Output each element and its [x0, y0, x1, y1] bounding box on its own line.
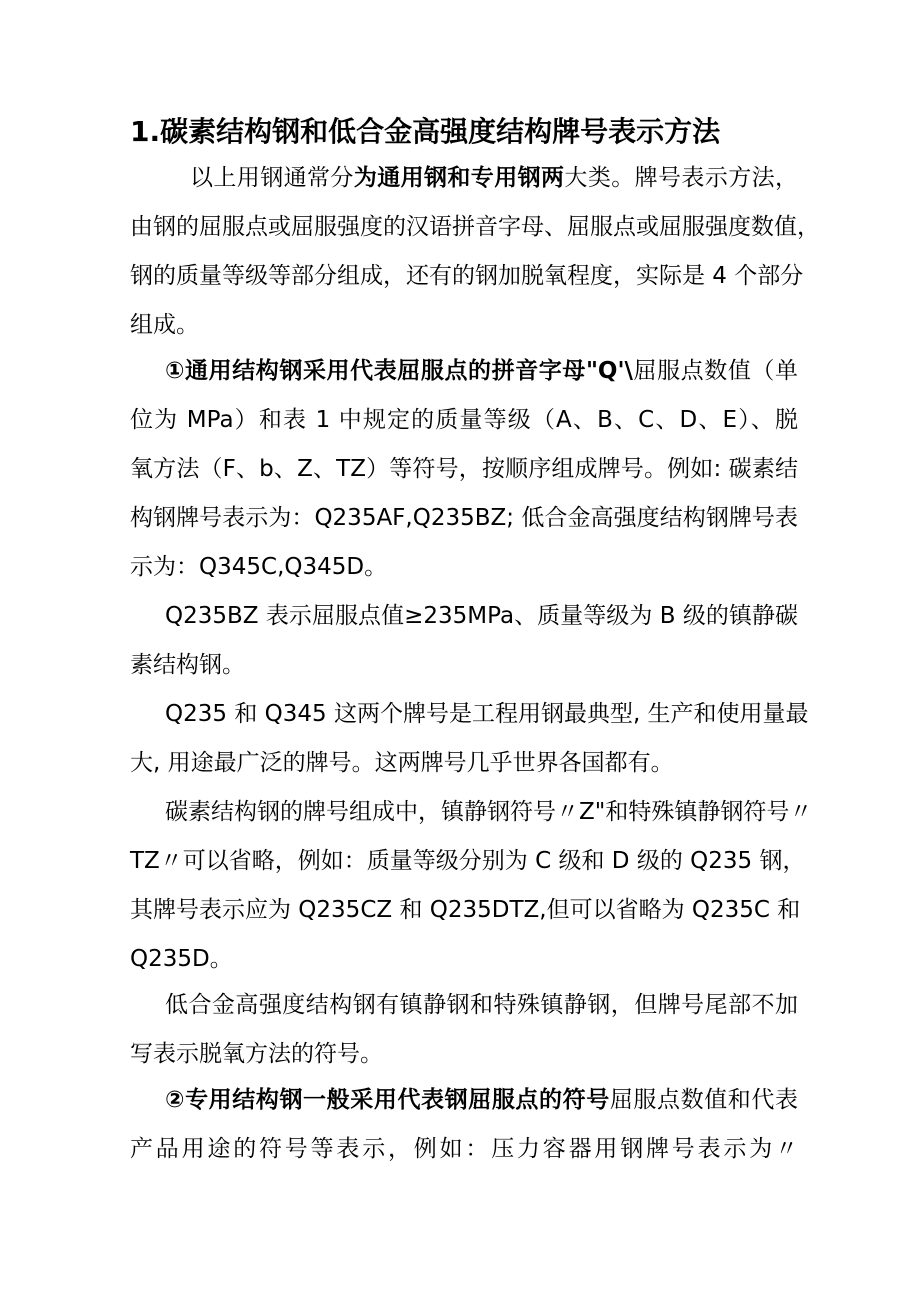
- paragraph-line: 其牌号表示应为 Q235CZ 和 Q235DTZ,但可以省略为 Q235C 和: [130, 897, 801, 923]
- paragraph-line: [165, 1085, 798, 1115]
- paragraph-line: Q235D。: [130, 946, 233, 972]
- text-run: 屈服点数值（单: [632, 358, 799, 384]
- paragraph-line: 大, 用途最广泛的牌号。这两牌号几乎世界各国都有。: [130, 750, 674, 776]
- paragraph-line: [190, 163, 798, 193]
- section-heading: 1.碳素结构钢和低合金高强度结构牌号表示方法: [130, 115, 721, 148]
- paragraph-line: 钢的质量等级等部分组成，还有的钢加脱氧程度，实际是 4 个部分: [130, 263, 804, 289]
- paragraph-line: 产品用途的符号等表示，例如：压力容器用钢牌号表示为〃: [130, 1136, 798, 1162]
- paragraph-line: TZ〃可以省略，例如：质量等级分别为 C 级和 D 级的 Q235 钢，: [130, 848, 806, 874]
- paragraph-line: 写表示脱氧方法的符号。: [130, 1041, 383, 1067]
- text-run: 以上用钢通常分: [190, 165, 354, 191]
- bold-text-run: ②专用结构钢一般采用代表钢屈服点的符号: [165, 1087, 610, 1113]
- text-run: 大类。牌号表示方法，: [564, 165, 799, 191]
- paragraph-line: 由钢的屈服点或屈服强度的汉语拼音字母、屈服点或屈服强度数值，: [130, 214, 820, 240]
- paragraph-line: 位为 MPa）和表 1 中规定的质量等级（A、B、C、D、E）、脱: [130, 407, 798, 433]
- paragraph-line: 素结构钢。: [130, 652, 245, 678]
- paragraph-line: 碳素结构钢的牌号组成中，镇静钢符号〃Z"和特殊镇静钢符号〃: [165, 799, 813, 825]
- paragraph-line: 示为：Q345C,Q345D。: [130, 554, 388, 580]
- paragraph-line: 组成。: [130, 312, 199, 338]
- paragraph-line: Q235BZ 表示屈服点值≥235MPa、质量等级为 B 级的镇静碳: [165, 603, 798, 629]
- paragraph-line: Q235 和 Q345 这两个牌号是工程用钢最典型, 生产和使用量最: [165, 701, 809, 727]
- paragraph-line: 构钢牌号表示为：Q235AF,Q235BZ; 低合金高强度结构钢牌号表: [130, 505, 798, 531]
- text-run: 屈服点数值和代表: [609, 1087, 798, 1113]
- bold-text-run: 为通用钢和专用钢两: [353, 165, 565, 191]
- bold-text-run: ①通用结构钢采用代表屈服点的拼音字母"Q'\: [165, 358, 633, 384]
- paragraph-line: 低合金高强度结构钢有镇静钢和特殊镇静钢，但牌号尾部不加: [165, 992, 798, 1018]
- paragraph-line: [165, 356, 798, 386]
- paragraph-line: 氧方法（F、b、Z、TZ）等符号，按顺序组成牌号。例如: 碳素结: [130, 456, 798, 482]
